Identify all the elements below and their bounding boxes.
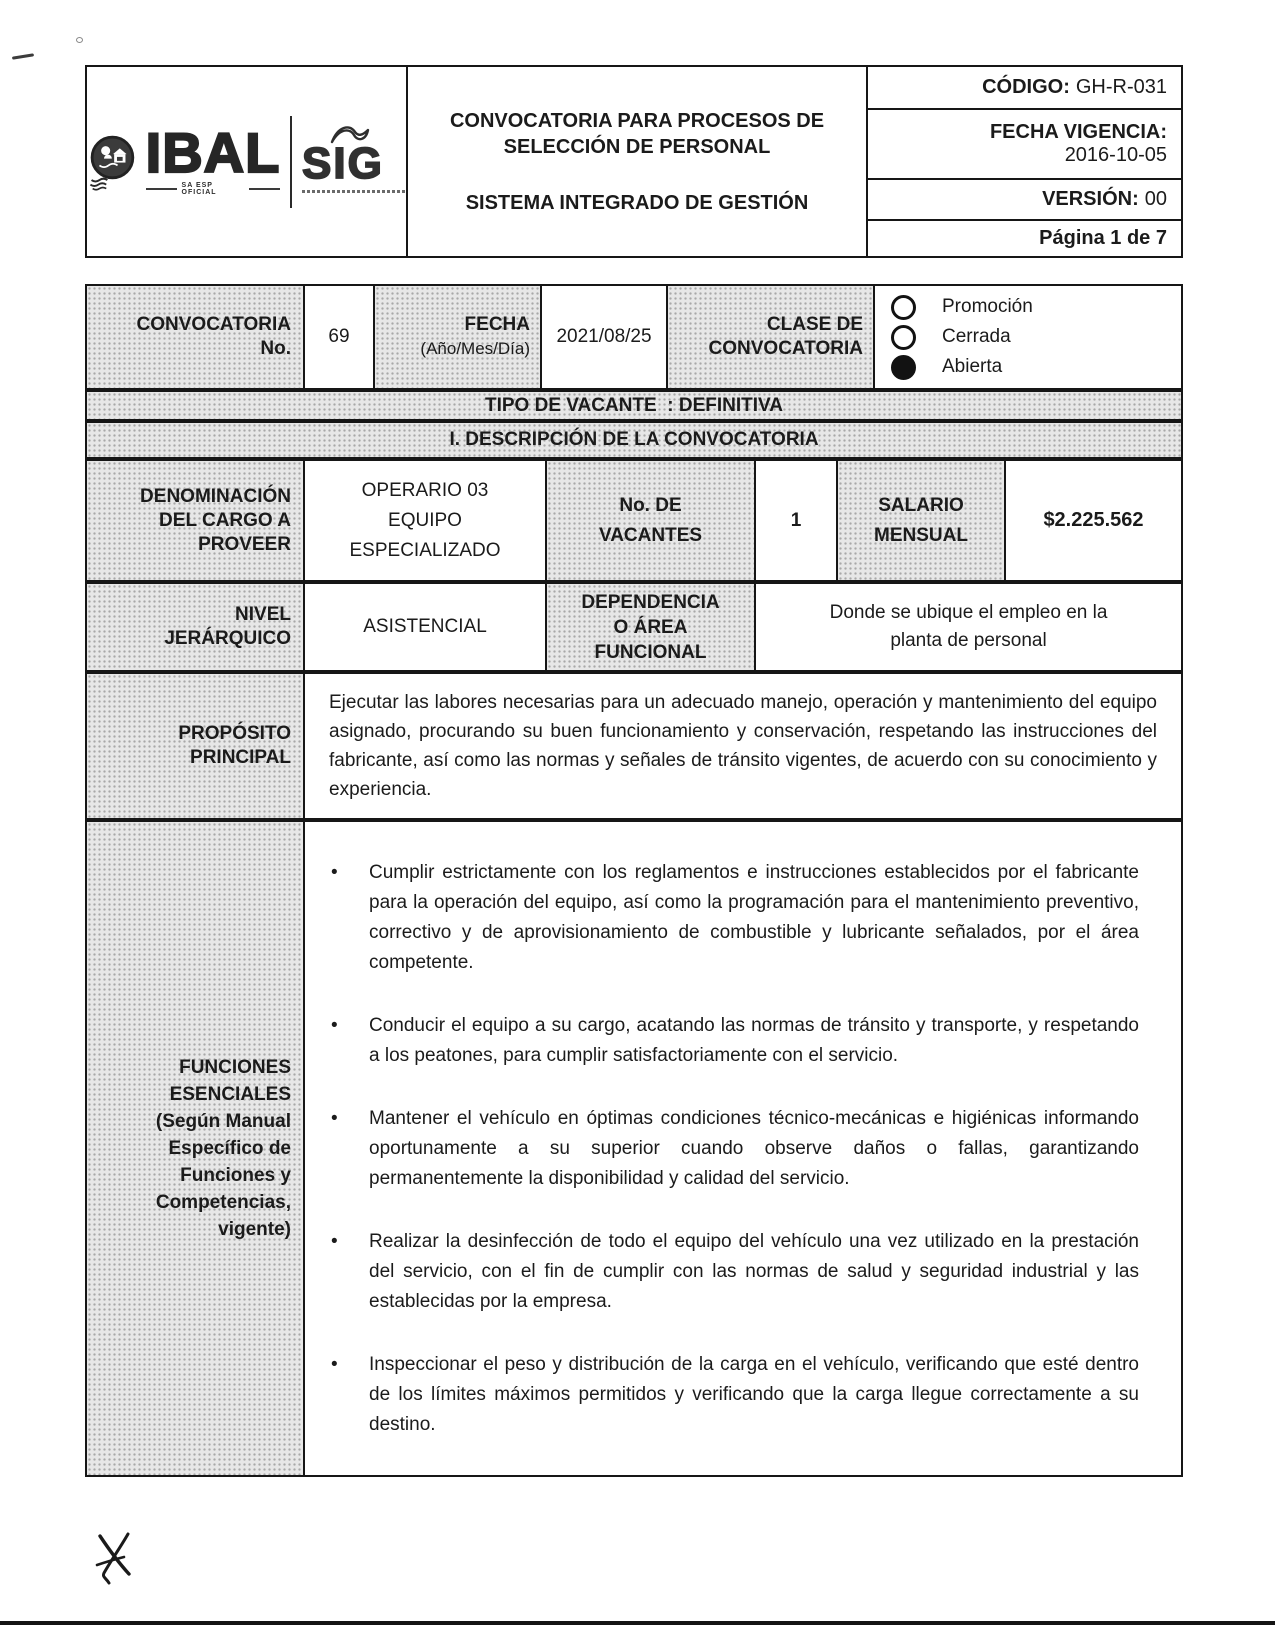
dependencia-value: Donde se ubique el empleo en la planta de personal (829, 602, 1108, 651)
funcion-1-text: Cumplir estrictamente con los reglamentos e instrucciones establecidos por el fabricante para la operación del equipo, así como la programación para el mantenimiento preventivo, correctivo y de aprovisionamiento de combustible y lubricante señalados, por el área competente. (369, 862, 1139, 973)
pen-mark (12, 53, 34, 59)
ibal-sig-logo (87, 67, 406, 256)
document-title: CONVOCATORIA PARA PROCESOS DE SELECCIÓN DE PERSONAL (449, 109, 825, 158)
option-promocion-label: Promoción (942, 296, 1033, 317)
option-cerrada-label: Cerrada (942, 326, 1011, 347)
list-item (331, 1227, 1139, 1317)
denominacion-label: DENOMINACIÓN DEL CARGO A PROVEER (140, 485, 291, 555)
salario-value-cell (1006, 461, 1181, 580)
funciones-row (85, 820, 1183, 1477)
vacantes-label: No. DE VACANTES (598, 494, 703, 546)
list-item (331, 1104, 1139, 1194)
fecha-label-cell (375, 286, 542, 388)
convocatoria-numero-cell (305, 286, 375, 388)
vacantes-label-cell (547, 461, 756, 580)
ibal-wordmark (145, 120, 281, 196)
fecha-sublabel: (Año/Mes/Día) (420, 339, 530, 358)
vigencia-row (868, 108, 1181, 178)
smudge-mark (76, 37, 83, 43)
radio-cerrada-icon (891, 325, 916, 350)
bullet-icon (331, 1104, 369, 1194)
convocatoria-numero: 69 (328, 326, 350, 347)
codigo-value: GH-R-031 (1075, 76, 1167, 98)
convocatoria-label-line1: CONVOCATORIA (136, 314, 291, 335)
tipo-vacante-bar (85, 390, 1183, 421)
seccion-titulo-text: I. DESCRIPCIÓN DE LA CONVOCATORIA (449, 429, 819, 450)
bullet-icon (331, 1350, 369, 1440)
radio-promocion-icon (891, 295, 916, 320)
funcion-4-text: Realizar la desinfección de todo el equipo del vehículo una vez utilizado en la prestación del servicio, con el fin de cumplir con las normas de salud y seguridad industrial y las establecidas por la empresa. (369, 1231, 1139, 1312)
funciones-label-cell (87, 822, 305, 1475)
page-bottom-rule (0, 1621, 1275, 1625)
sig-tagline-smudge (302, 190, 406, 193)
logo-divider (290, 116, 292, 208)
header-title-cell (408, 67, 868, 256)
proposito-row (85, 672, 1183, 820)
salario-label: SALARIO MENSUAL (874, 494, 968, 546)
pagina-value: Página 1 de 7 (1039, 227, 1167, 249)
clase-label-line2: CONVOCATORIA (708, 338, 863, 359)
salario-label-cell (838, 461, 1006, 580)
codigo-row (868, 67, 1181, 108)
salario-value: $2.225.562 (1043, 509, 1144, 531)
vigencia-label: FECHA VIGENCIA: (989, 121, 1167, 143)
dependencia-label-cell (547, 584, 756, 670)
option-abierta (891, 355, 1181, 380)
tagline-rule-left (146, 188, 177, 190)
funcion-2-text: Conducir el equipo a su cargo, acatando las normas de tránsito y transporte, y respetando a los peatones, para cumplir satisfactoriamente con el servicio. (369, 1015, 1139, 1066)
denominacion-value: OPERARIO 03 EQUIPO ESPECIALIZADO (349, 479, 501, 561)
proposito-label: PROPÓSITO PRINCIPAL (178, 723, 291, 768)
bullet-icon (331, 858, 369, 978)
funciones-title: FUNCIONES ESENCIALES (169, 1057, 291, 1105)
denominacion-label-cell (87, 461, 305, 580)
tipo-vacante-text: TIPO DE VACANTE : DEFINITIVA (484, 394, 784, 416)
logo-cell (87, 67, 408, 256)
version-label: VERSIÓN: (1042, 188, 1139, 210)
fecha-value-cell (542, 286, 668, 388)
nivel-label-cell (87, 584, 305, 670)
clase-label-line1: CLASE DE (766, 314, 863, 335)
clase-label-cell (668, 286, 875, 388)
codigo-label: CÓDIGO: (982, 76, 1070, 98)
vacantes-value-cell (756, 461, 838, 580)
radio-abierta-icon (891, 355, 916, 380)
funciones-subtitle: (Según Manual Específico de Funciones y Competencias, vigente) (155, 1111, 291, 1240)
fecha-value: 2021/08/25 (556, 326, 652, 347)
dependencia-label: DEPENDENCIA O ÁREA FUNCIONAL (581, 591, 720, 663)
header-info-cell (868, 67, 1181, 256)
ibal-text: IBAL (145, 120, 281, 184)
pagina-row (868, 219, 1181, 256)
vacantes-value: 1 (790, 509, 802, 531)
proposito-text: Ejecutar las labores necesarias para un adecuado manejo, operación y mantenimiento del equipo asignado, procurando su buen funcionamiento y conservación, respetando las instrucciones del fabricante, así como las normas y señales de tránsito vigentes, de acuerdo con su conocimiento y experiencia. (329, 692, 1157, 800)
seccion-descripcion-bar (85, 421, 1183, 459)
funcion-5-text: Inspeccionar el peso y distribución de la carga en el vehículo, verificando que esté dentro de los límites máximos permitidos y verificando que la carga llegue correctamente a su destino. (369, 1354, 1139, 1435)
convocatoria-label-line2: No. (260, 338, 291, 359)
document-header-table (85, 65, 1183, 258)
convocatoria-no-label-cell (87, 286, 305, 388)
fish-icon (328, 122, 370, 148)
ibal-emblem-icon (87, 110, 136, 214)
convocatoria-table (85, 284, 1183, 390)
funcion-3-text: Mantener el vehículo en óptimas condiciones técnico-mecánicas e higiénicas informando oportunamente a su superior cuando observe daños o fallas, garantizando permanentemente la disponibilidad y calidad del servicio. (369, 1108, 1139, 1189)
ibal-tagline: SA ESP OFICIAL (181, 181, 217, 196)
bullet-icon (331, 1011, 369, 1071)
option-promocion (891, 295, 1181, 320)
list-item (331, 1350, 1139, 1440)
proposito-label-cell (87, 674, 305, 818)
sig-wordmark (302, 130, 406, 193)
document-subtitle: SISTEMA INTEGRADO DE GESTIÓN (465, 191, 809, 214)
nivel-value: ASISTENCIAL (363, 616, 487, 637)
nivel-row (85, 582, 1183, 672)
tagline-rule-right (249, 188, 280, 190)
handwritten-x-mark (92, 1528, 142, 1588)
list-item (331, 1011, 1139, 1071)
denominacion-value-cell (305, 461, 547, 580)
nivel-label: NIVEL JERÁRQUICO (164, 604, 291, 649)
bullet-icon (331, 1227, 369, 1317)
clase-options-cell (875, 286, 1181, 388)
dependencia-value-cell (756, 584, 1181, 670)
version-row (868, 178, 1181, 219)
version-value: 00 (1144, 188, 1167, 210)
fecha-label: FECHA (464, 314, 530, 335)
funciones-list-cell (305, 822, 1181, 1475)
proposito-value-cell (305, 674, 1181, 818)
option-abierta-label: Abierta (942, 356, 1003, 377)
nivel-value-cell (305, 584, 547, 670)
vigencia-value: 2016-10-05 (1064, 144, 1167, 166)
option-cerrada (891, 325, 1181, 350)
sig-text: SIG (302, 139, 384, 188)
list-item (331, 858, 1139, 978)
denominacion-row (85, 459, 1183, 582)
